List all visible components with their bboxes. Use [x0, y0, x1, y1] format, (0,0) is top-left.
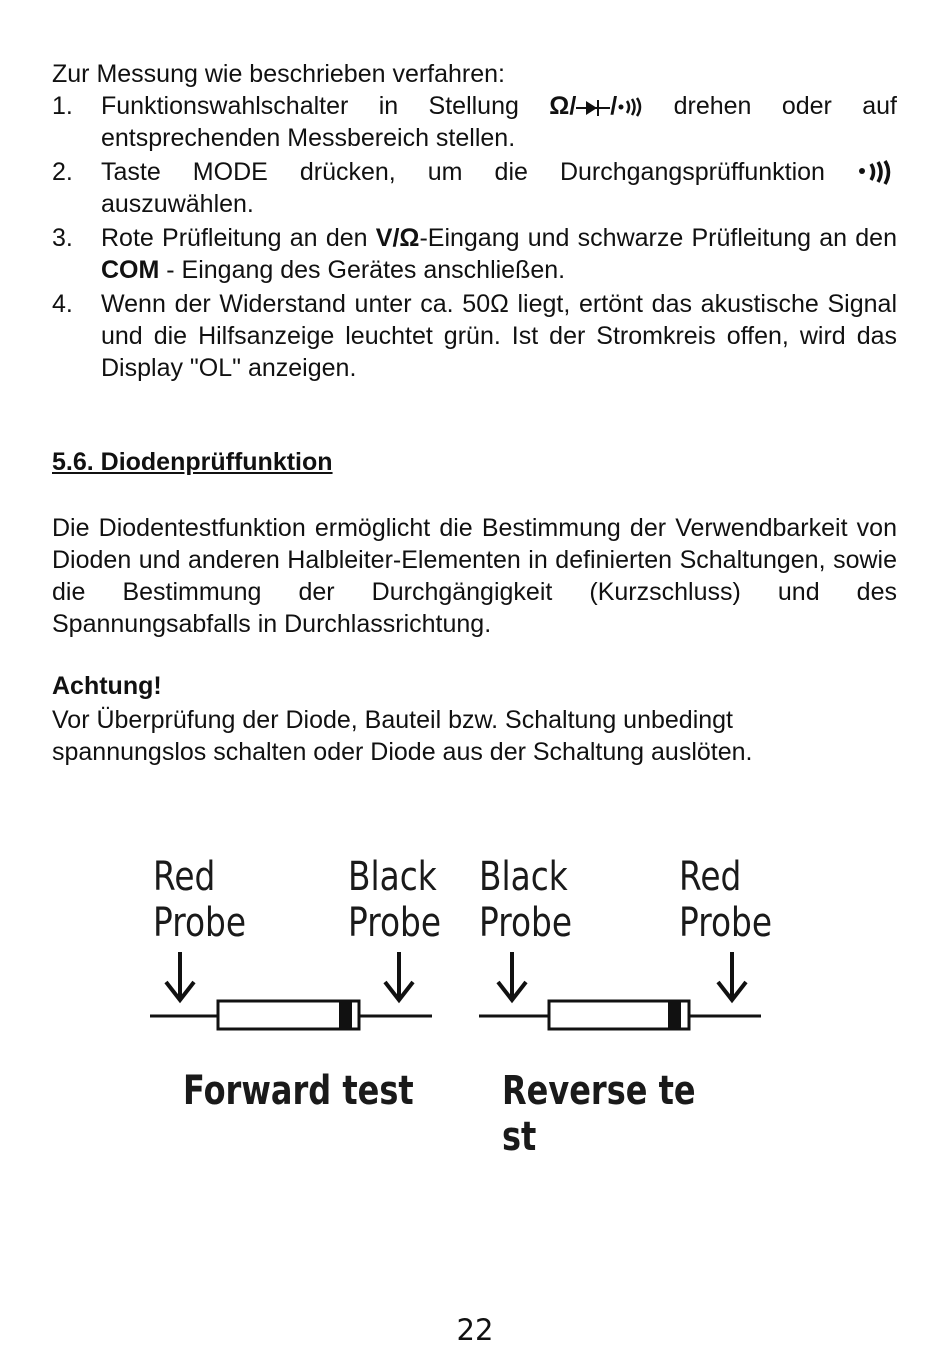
warning-text — [52, 704, 897, 768]
continuity-beep-icon — [857, 160, 897, 186]
step-text-cont: -Eingang und schwarze Prüfleitung an den — [419, 224, 897, 252]
forward-left-probe-label: Red Probe — [153, 854, 247, 946]
list-item — [52, 288, 897, 384]
step-number: 2. — [52, 158, 73, 186]
input-label-v-ohm: V/Ω — [375, 224, 420, 252]
step-text-cont: drehen oder auf entsprechenden Messbereich stellen. — [101, 92, 897, 152]
warning-line: spannungslos schalten oder Diode aus der Schaltung auslöten. — [52, 738, 753, 766]
section-paragraph: Die Diodentestfunktion ermöglicht die Bestimmung der Verwendbarkeit von Dioden und anderen Halbleiter-Elementen in definierten Schaltungen, sowie die Bestimmung der Durchgängigkeit (Kurzschluss) und des Spannungsabfalls in Durchlassrichtung. — [52, 514, 897, 638]
reverse-test-caption: Reverse te st — [502, 1068, 696, 1160]
section-heading: 5.6. Diodenprüffunktion — [52, 448, 333, 476]
step-number: 3. — [52, 224, 73, 252]
step-text: Taste MODE drücken, um die Durchgangsprüffunktion — [101, 158, 857, 186]
list-item — [52, 156, 897, 220]
list-item — [52, 222, 897, 286]
arrow-down-icon — [166, 952, 194, 1000]
reverse-left-probe-label: Black Probe — [479, 854, 573, 946]
ohm-symbol: Ω/ — [549, 92, 577, 120]
page-number: 22 — [456, 1313, 494, 1347]
step-text: Wenn der Widerstand unter ca. 50Ω liegt, ertönt das akustische Signal und die Hilfsanzeige leuchtet grün. Ist der Stromkreis offen, wird das Display "OL" anzeigen. — [101, 290, 897, 382]
step-text-end: - Eingang des Gerätes anschließen. — [159, 256, 566, 284]
reverse-diode — [479, 1001, 761, 1029]
forward-diode — [150, 1001, 432, 1029]
step-number: 1. — [52, 92, 73, 120]
arrow-down-icon — [385, 952, 413, 1000]
arrow-down-icon — [718, 952, 746, 1000]
list-item: 1. Funktionswahlschalter in Stellung Ω/ / drehen oder auf entsprechenden Messbereich stellen. — [52, 92, 897, 152]
steps-list — [52, 90, 897, 384]
reverse-right-probe-label: Red Probe — [679, 854, 773, 946]
forward-test-caption: Forward test — [183, 1068, 414, 1114]
diode-test-figure — [140, 850, 800, 1160]
arrow-down-icon — [498, 952, 526, 1000]
instruction-block — [52, 58, 897, 386]
continuity-beep-icon — [617, 97, 643, 117]
warning-line: Vor Überprüfung der Diode, Bauteil bzw. Schaltung unbedingt — [52, 706, 734, 734]
diode-icon — [576, 97, 610, 117]
input-label-com: COM — [101, 256, 160, 284]
intro-text: Zur Messung wie beschrieben verfahren: — [52, 60, 506, 88]
forward-right-probe-label: Black Probe — [348, 854, 442, 946]
step-text-cont: auszuwählen. — [101, 190, 254, 218]
step-text: Rote Prüfleitung an den — [101, 224, 376, 252]
diode-diagrams — [140, 850, 800, 1070]
step-number: 4. — [52, 290, 73, 318]
step-text: Funktionswahlschalter in Stellung — [101, 92, 550, 120]
warning-title: Achtung! — [52, 672, 162, 700]
